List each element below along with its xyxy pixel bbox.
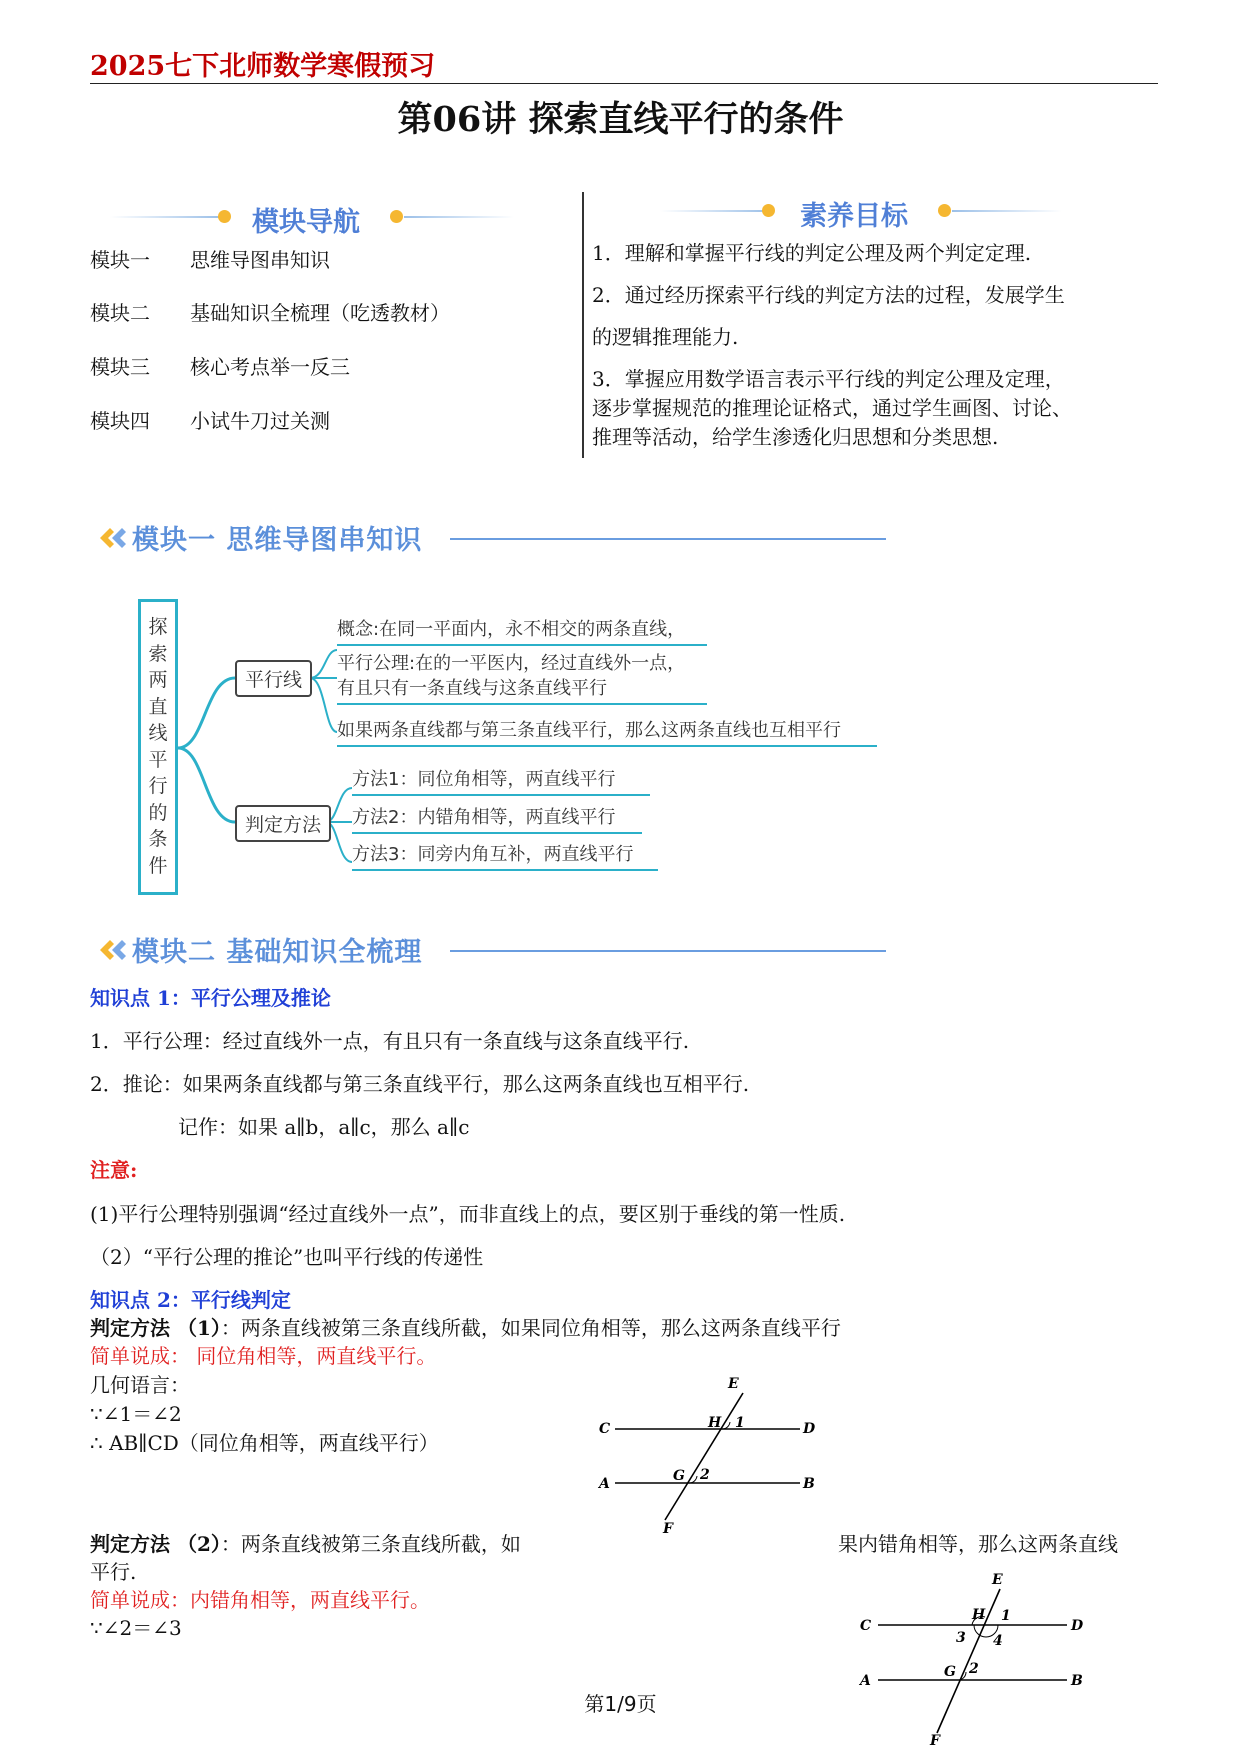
nav-item-key: 模块四	[90, 409, 150, 433]
mindmap-node-parallel: 平行线	[235, 660, 312, 697]
nav-heading-dot-left	[218, 210, 231, 223]
method2-simple: 简单说成：内错角相等，两直线平行。	[90, 1588, 430, 1612]
kp1-note-label: 注意:	[90, 1158, 138, 1182]
fig2-label-D: D	[1071, 1618, 1084, 1634]
fig1-label-A: A	[599, 1476, 610, 1492]
fig2-label-1: 1	[1001, 1608, 1011, 1624]
mindmap-leaf-axiom	[337, 651, 707, 705]
nav-item-3	[90, 351, 350, 380]
nav-heading-line-left	[110, 216, 220, 218]
mindmap-root-char: 索	[148, 642, 168, 665]
method1-simple: 简单说成： 同位角相等，两直线平行。	[90, 1344, 437, 1368]
method2-text-a: ：两条直线被第三条直线所截，如	[220, 1532, 521, 1556]
fig2-label-B: B	[1071, 1673, 1083, 1689]
fig1-label-F: F	[663, 1521, 673, 1535]
nav-heading-dot-right	[390, 210, 403, 223]
module1-title: 模块一 思维导图串知识	[132, 525, 423, 556]
mindmap-root-char: 直	[148, 695, 168, 718]
module2-title: 模块二 基础知识全梳理	[132, 937, 423, 968]
kp1-note-1: (1)平行公理特别强调“经过直线外一点”，而非直线上的点，要区别于垂线的第一性质.	[90, 1202, 846, 1226]
method1-since: ∵∠1＝∠2	[90, 1402, 182, 1426]
goal-line-3: 的逻辑推理能力.	[592, 325, 739, 349]
nav-heading-line-right	[404, 216, 514, 218]
kp1-corollary: 2．推论：如果两条直线都与第三条直线平行，那么这两条直线也互相平行.	[90, 1072, 750, 1096]
mindmap-leaf-axiom-line1: 平行公理:在的一平医内，经过直线外一点，	[337, 653, 686, 674]
mindmap-root-char: 探	[148, 616, 168, 638]
nav-heading: 模块导航	[252, 207, 360, 238]
goals-heading-line-left	[660, 210, 770, 212]
kp2-title: 知识点 2：平行线判定	[90, 1288, 291, 1312]
double-chevron-icon	[98, 526, 130, 550]
mindmap-root-char: 的	[148, 801, 168, 824]
fig2-label-F: F	[930, 1733, 940, 1748]
figure-2-alternate-angles	[852, 1573, 1102, 1748]
fig2-label-C: C	[860, 1618, 872, 1634]
fig2-label-4: 4	[993, 1633, 1003, 1649]
module2-banner	[90, 930, 890, 970]
mindmap-node-methods: 判定方法	[235, 805, 331, 842]
mindmap-leaf-axiom-line2: 有且只有一条直线与这条直线平行	[337, 678, 607, 699]
fig1-label-H: H	[708, 1415, 722, 1431]
mindmap-leaf-transitive: 如果两条直线都与第三条直线平行，那么这两条直线也互相平行	[337, 718, 877, 747]
method1-statement	[90, 1312, 841, 1341]
fig1-label-2: 2	[700, 1467, 710, 1483]
method1-therefore: ∴ AB∥CD（同位角相等，两直线平行）	[90, 1431, 439, 1455]
kp1-title: 知识点 1：平行公理及推论	[90, 986, 331, 1010]
module1-banner-line	[450, 538, 886, 540]
goal-line-6: 推理等活动，给学生渗透化归思想和分类思想.	[592, 425, 999, 449]
nav-item-label: 核心考点举一反三	[190, 355, 350, 379]
fig1-label-D: D	[803, 1421, 816, 1437]
fig1-label-B: B	[803, 1476, 815, 1492]
kp1-note-2: （2）“平行公理的推论”也叫平行线的传递性	[90, 1245, 484, 1269]
column-divider	[582, 192, 584, 458]
nav-item-label: 小试牛刀过关测	[190, 409, 330, 433]
fig1-label-E: E	[728, 1376, 739, 1392]
geometry-language-label: 几何语言：	[90, 1373, 190, 1397]
goals-heading: 素养目标	[800, 201, 908, 232]
goal-line-1: 1．理解和掌握平行线的判定公理及两个判定定理.	[592, 241, 1032, 265]
mindmap-root-char: 行	[148, 775, 168, 797]
mindmap-root-char: 平	[148, 748, 168, 771]
nav-item-key: 模块三	[90, 355, 150, 379]
goals-heading-dot-right	[938, 204, 951, 217]
module1-banner	[90, 518, 890, 558]
mindmap-root-char: 线	[148, 722, 168, 744]
mindmap-root-char: 两	[148, 669, 168, 691]
nav-item-2	[90, 297, 450, 326]
header-title: 2025七下北师数学寒假预习	[90, 51, 436, 82]
fig2-label-3: 3	[956, 1630, 966, 1646]
goal-line-2: 2．通过经历探索平行线的判定方法的过程，发展学生	[592, 283, 1065, 307]
page-title: 第06讲 探索直线平行的条件	[397, 99, 844, 140]
nav-item-key: 模块二	[90, 301, 150, 325]
mindmap-leaf-method3: 方法3：同旁内角互补，两直线平行	[352, 842, 658, 871]
figure-1-corresponding-angles	[595, 1375, 825, 1535]
module2-banner-line	[450, 950, 886, 952]
page-number: 第1/9页	[584, 1692, 657, 1716]
nav-item-label: 思维导图串知识	[190, 248, 330, 272]
method2-text-b: 果内错角相等，那么这两条直线	[838, 1532, 1118, 1556]
mindmap-leaf-method1: 方法1：同位角相等，两直线平行	[352, 767, 650, 796]
fig2-label-G: G	[944, 1664, 956, 1680]
mindmap-root-char: 条	[148, 828, 168, 850]
goals-heading-line-right	[952, 210, 1062, 212]
method1-label: 判定方法 （1）	[90, 1316, 221, 1340]
nav-item-4	[90, 405, 330, 434]
method2-statement	[90, 1528, 521, 1557]
method2-since: ∵∠2＝∠3	[90, 1616, 182, 1640]
mindmap-leaf-concept: 概念:在同一平面内，永不相交的两条直线，	[337, 617, 707, 646]
method2-text-c: 平行.	[90, 1560, 137, 1584]
fig1-label-C: C	[599, 1421, 611, 1437]
fig2-label-H: H	[972, 1607, 986, 1623]
fig2-label-2: 2	[969, 1661, 979, 1677]
nav-item-1	[90, 244, 330, 273]
kp1-axiom: 1．平行公理：经过直线外一点，有且只有一条直线与这条直线平行.	[90, 1029, 690, 1053]
mindmap-leaf-method2: 方法2：内错角相等，两直线平行	[352, 805, 642, 834]
nav-item-label: 基础知识全梳理（吃透教材）	[190, 301, 450, 325]
mindmap-root-char: 件	[148, 854, 168, 877]
header-divider	[90, 83, 1158, 84]
fig1-label-1: 1	[735, 1415, 745, 1431]
goal-line-5: 逐步掌握规范的推理论证格式，通过学生画图、讨论、	[592, 396, 1072, 420]
goals-heading-dot-left	[762, 204, 775, 217]
fig1-label-G: G	[673, 1468, 685, 1484]
mindmap-root	[138, 599, 178, 895]
fig2-label-A: A	[860, 1673, 871, 1689]
kp1-notation: 记作：如果 a∥b，a∥c，那么 a∥c	[178, 1115, 470, 1139]
goal-line-4: 3．掌握应用数学语言表示平行线的判定公理及定理，	[592, 367, 1065, 391]
method1-text: ：两条直线被第三条直线所截，如果同位角相等，那么这两条直线平行	[220, 1316, 841, 1340]
double-chevron-icon	[98, 938, 130, 962]
fig2-label-E: E	[992, 1573, 1003, 1588]
method2-label: 判定方法 （2）	[90, 1532, 221, 1556]
nav-item-key: 模块一	[90, 248, 150, 272]
